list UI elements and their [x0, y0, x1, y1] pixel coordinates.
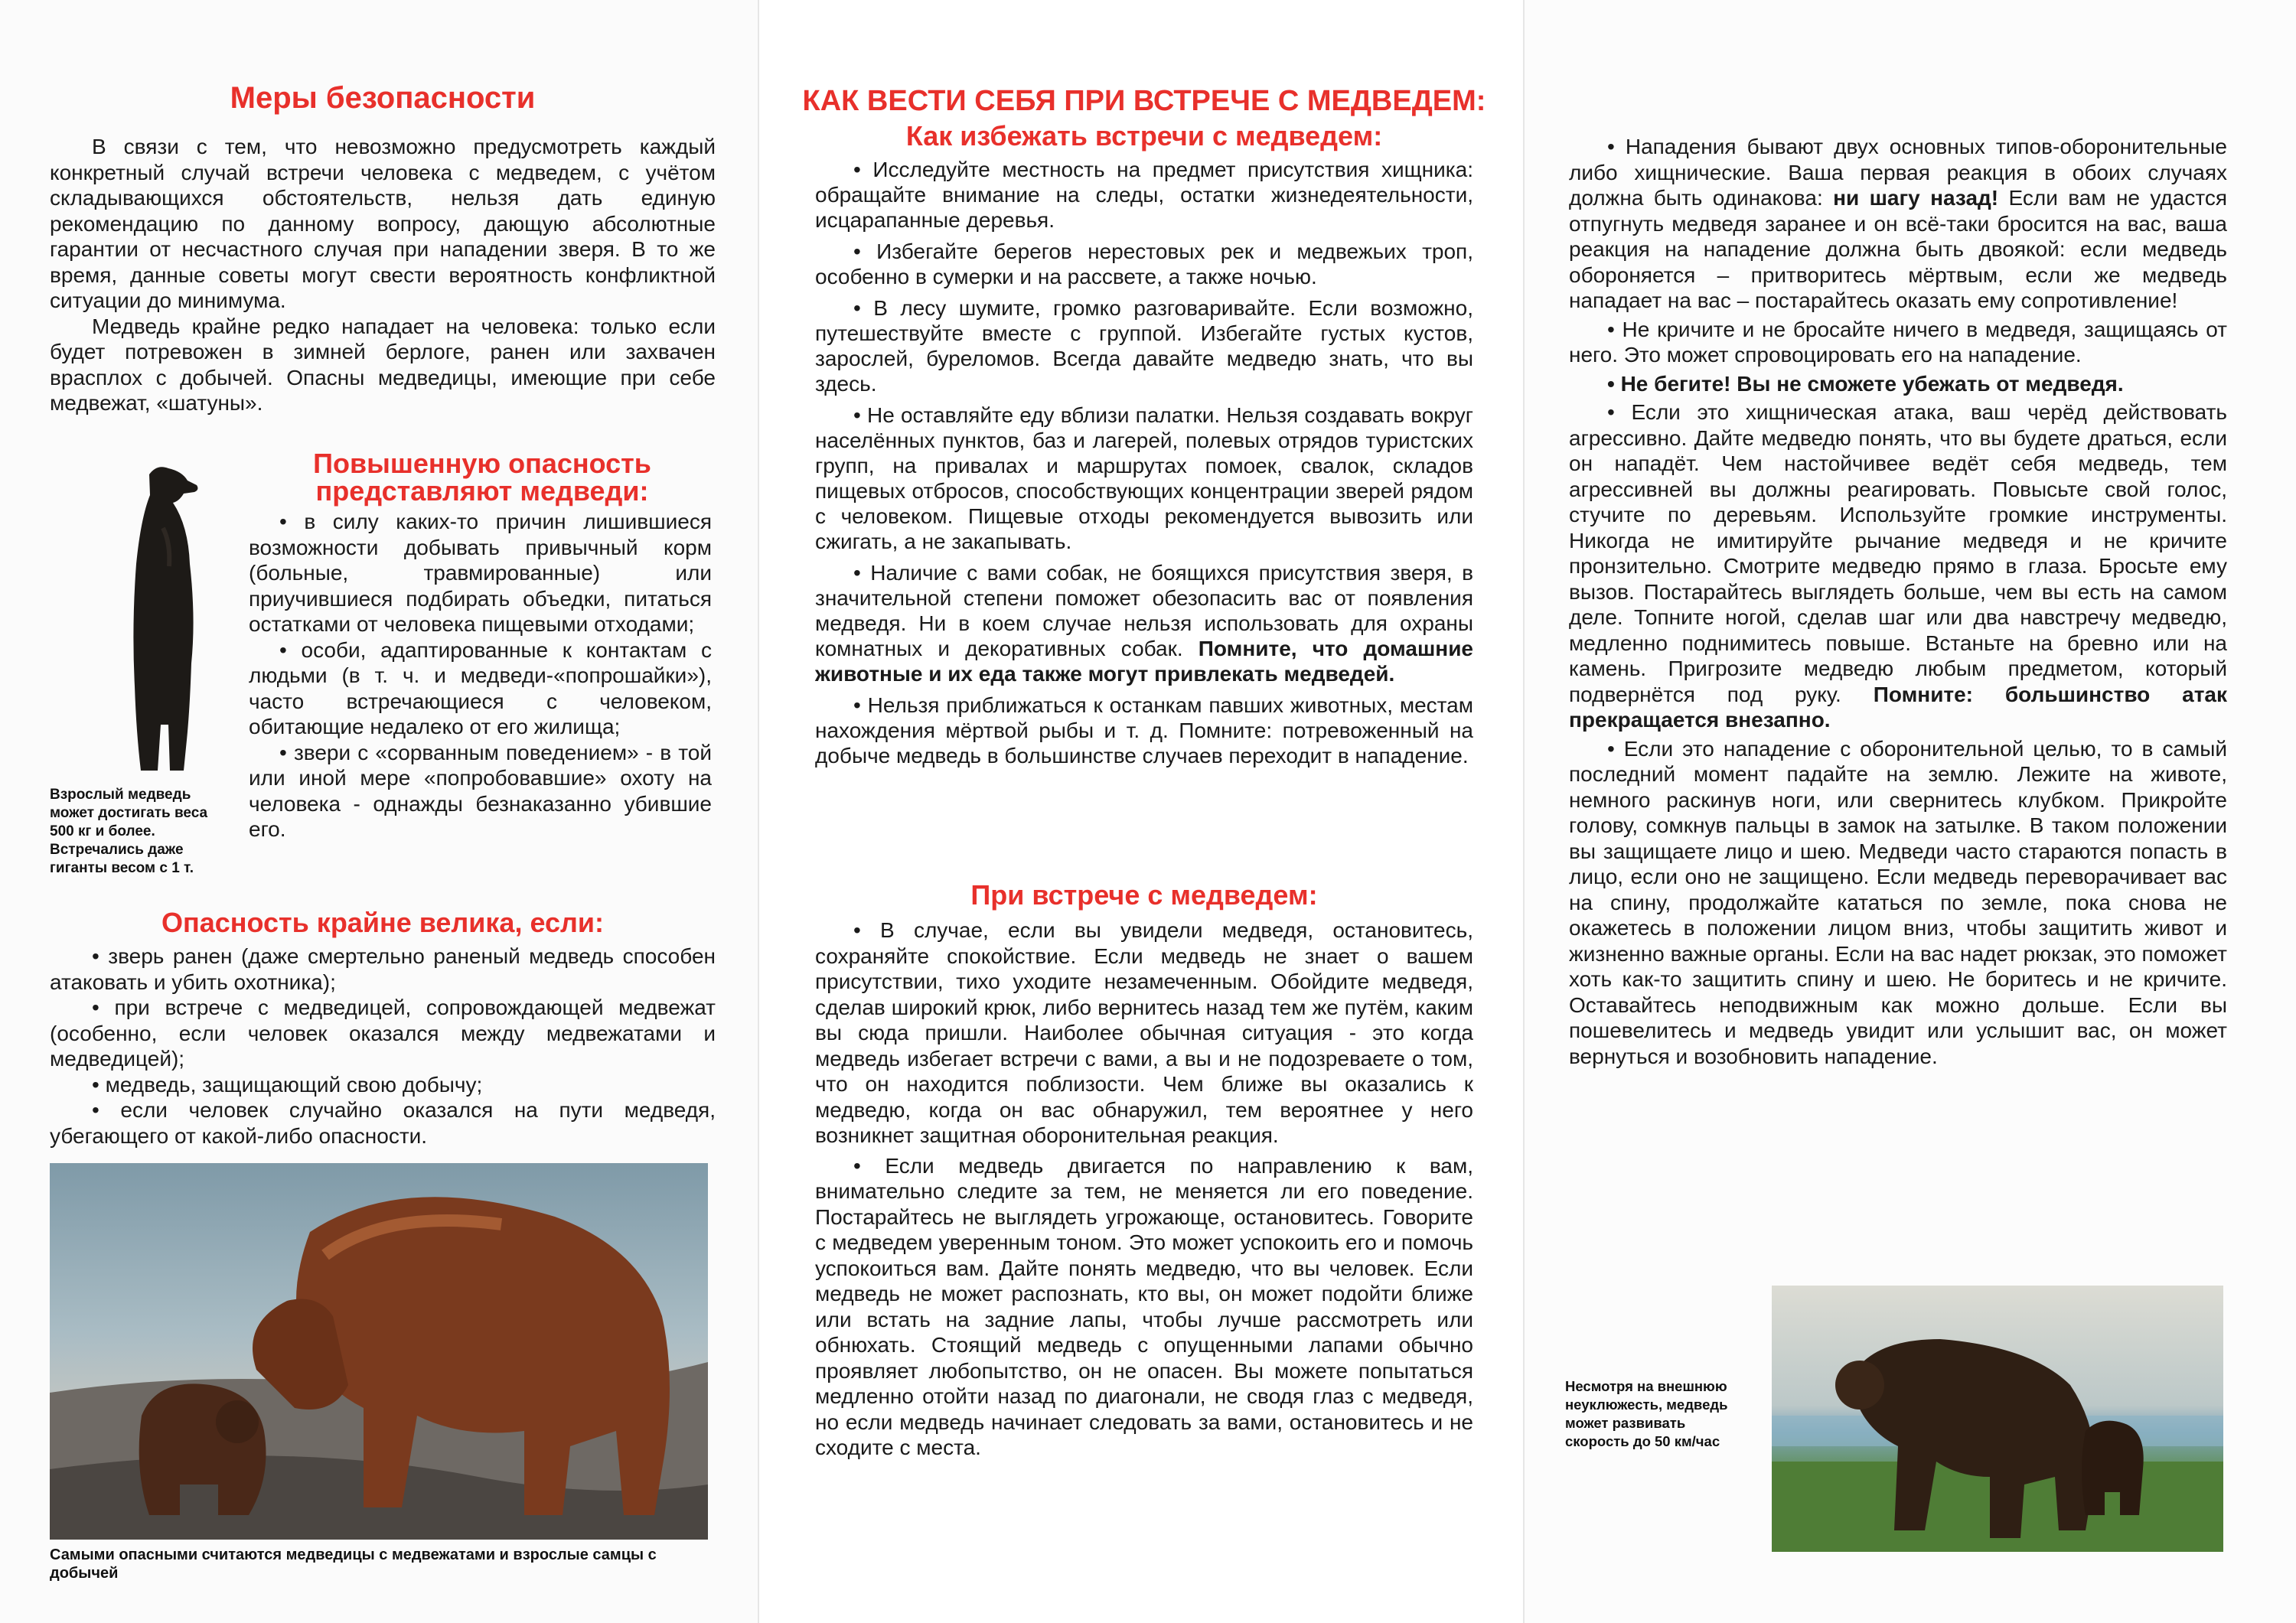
dogs-item: [815, 560, 1473, 686]
avoid-item: • Исследуйте местность на предмет присутствия хищника: обращайте внимание на следы, остатки жизнедеятельности, исцарапанные деревья.: [815, 158, 1473, 232]
walking-bear-photo: [1772, 1286, 2223, 1552]
meeting-item: • В случае, если вы увидели медведя, остановитесь, сохраняйте спокойствие. Если медведь не знает о вашем присутствии, тихо уходите незамеченным. Обойдите медведя, сделав широкий крюк, либо вернитесь назад тем же путём, каким вы сюда пришли. Наиболее обычная ситуация - это когда медведь избегает встречи с вами, а вы и не подозреваете о том, что он находится поблизости. Чем ближе вы оказались к медведю, когда он вас обнаружил, тем вероятнее у него возникнет защитная оборонительная реакция.: [815, 918, 1473, 1147]
danger-item: • в силу каких-то причин лишившиеся возможности добывать привычный корм (больные, травмированные) или приучившиеся подбирать объедки, питаться остатками от человека пищевыми отходами;: [249, 510, 712, 636]
attack-text: • Нападения бывают двух основных типов-оборонительные либо хищнические. Ваша первая реакция в обоих случаях должна быть одинакова:: [1569, 135, 2227, 210]
bear-with-cub-caption: Самыми опасными считаются медведицы с медвежатами и взрослые самцы с добычей: [50, 1546, 657, 1582]
predatory-text: • Если это хищническая атака, ваш черёд действовать агрессивно. Дайте медведю понять, что вы будете драться, если он нападёт. Чем настойчивее ведёт себя медведь, тем агрессивней вы должны реагировать. Повысьте свой голос, стучите по деревьям. Используйте громкие инструменты. Никогда не имитируйте рычание медведя и не кричите пронзительно. Смотрите медведю прямо в глаза. Бросьте ему вызов. Постарайтесь выглядеть больше, чем вы есть на самом деле. Топните ногой, сделав шаг или два навстречу медведю, медленно поднимитесь повыше. Встаньте на бревно или на камень. Пригрозите медведю любым предметом, который подвернётся под руку.: [1569, 400, 2227, 706]
walking-bear-caption: Несмотря на внешнюю неуклюжесть, медведь может развивать скорость до 50 км/час: [1565, 1378, 1728, 1449]
how-to-behave-title: КАК ВЕСТИ СЕБЯ ПРИ ВСТРЕЧЕ С МЕДВЕДЕМ:: [802, 85, 1486, 117]
attack-text-2: Если вам не удастся отпугнуть медведя заранее и он всё-таки бросится на вас, ваша реакция на нападение должна быть двоякой: если медведь обороняется – притворитесь мёртвым, если же медведь нападает на вас – постарайтесь оказать ему сопротивление!: [1569, 186, 2228, 312]
intro-text: [50, 134, 716, 416]
meeting-item: • Если медведь двигается по направлению к вам, внимательно следите за тем, не меняется ли его поведение. Постарайтесь не выглядеть угрожающе, остановитесь. Говорите с медведем уверенным тоном. Это может успокоить его и помочь успокоиться вам. Дайте понять медведю, что вы человек. Если медведь не может распознать, кто вы, он может подойти ближе или встать на задние лапы, чтобы лучше рассмотреть или обнюхать. Стоящий медведь с опущенными лапами обычно проявляет любопытство, он не опасен. Вы можете попытаться медленно отойти назад по диагонали, не сводя глаз с медведя, но если медведь начинает следовать за вами, остановитесь и не сходите с места.: [815, 1153, 1473, 1459]
no-scream-item: • Не кричите и не бросайте ничего в медведя, защищаясь от него. Это может спровоцировать его на нападение.: [1569, 317, 2227, 367]
danger-item: • особи, адаптированные к контактам с людьми (в т. ч. и медведи-«попрошайки»), часто встречающиеся с человеком, обитающие недалеко от его жилища;: [249, 637, 712, 738]
danger-item: • звери с «сорванным поведением» - в той или иной мере «попробовавшие» охоту на человека - однажды безнаказанно убившие его.: [249, 740, 712, 841]
predatory-item: [1569, 399, 2227, 733]
carcass-item: • Нельзя приближаться к останкам павших животных, местам нахождения мёртвой рыбы и т. д. Помните: потревоженный на добыче медведь в большинстве случаев переходит в нападение.: [815, 693, 1473, 768]
great-danger-item: • медведь, защищающий свою добычу;: [92, 1072, 483, 1097]
defensive-item: • Если это нападение с оборонительной целью, то в самый последний момент падайте на землю. Лежите на животе, немного раскинув ноги, или свернитесь клубком. Прикройте голову, сомкнув пальцы в замок на затылке. В таком положении вы защищаете лицо и шею. Медведи часто стараются попасть в лицо, если оно не защищено. Если медведь переворачивает вас на спину, продолжайте кататься по земле, пока снова не окажетесь в положении лицом вниз, чтобы защитить живот и жизненно важные органы. Если на вас надет рюкзак, это поможет хоть как-то защитить спину и шею. Не боритесь и не кричите. Оставайтесь неподвижным как можно дольше. Если вы пошевелитесь и медведь увидит или услышит вас, он может вернуться и возобновить нападение.: [1569, 736, 2227, 1068]
great-danger-item: • зверь ранен (даже смертельно раненый медведь способен атаковать и убить охотника);: [50, 944, 716, 994]
avoid-list: [815, 157, 1473, 768]
attack-text-block: [1569, 134, 2227, 1069]
meeting-heading: При встрече с медведем:: [970, 879, 1318, 911]
avoid-heading: Как избежать встречи с медведем:: [905, 120, 1383, 152]
intro-paragraph-1: В связи с тем, что невозможно предусмотреть каждый конкретный случай встречи человека с медведем, с учётом складывающихся обстоятельств, нельзя дать единую рекомендацию по данному вопросу, дающую абсолютные гарантии от несчастного случая при нападении зверя. В то же время, данные советы могут свести вероятность конфликтной ситуации до минимума.: [50, 135, 716, 312]
predatory-bold: Помните: большинство атак прекращается внезапно.: [1569, 682, 2227, 732]
danger-list: [249, 509, 712, 842]
standing-bear-caption: Взрослый медведь может достигать веса 500 кг и более. Встречались даже гиганты весом с 1 т.: [50, 787, 208, 876]
safety-measures-title: Меры безопасности: [230, 81, 536, 115]
bear-with-cub-photo: [50, 1163, 708, 1540]
dogs-text: • Наличие с вами собак, не боящихся присутствия зверя, в значительной степени поможет обезопасить вас от появления медведя. Ни в коем случае нельзя использовать для охраны комнатных и декоративных собак.: [815, 561, 1473, 660]
great-danger-item: • при встрече с медведицей, сопровождающей медвежат (особенно, если человек оказался между медвежатами и медведицей);: [50, 996, 716, 1071]
fold-line-1: [758, 0, 759, 1623]
meeting-list: [815, 917, 1473, 1461]
attack-bold: ни шагу назад!: [1833, 186, 1999, 210]
increased-danger-heading: Повышенную опасность представляют медведи:: [313, 448, 651, 507]
avoid-item: • Избегайте берегов нерестовых рек и медвежьих троп, особенно в сумерки и на рассвете, а также ночью.: [815, 240, 1473, 288]
avoid-item: • Не оставляйте еду вблизи палатки. Нельзя создавать вокруг населённых пунктов, баз и лагерей, полевых отрядов туристских групп, на привалах и маршрутах помоек, свалок, складов пищевых отбросов, способствующих концентрации зверей рядом с человеком. Пищевые отходы рекомендуется вывозить или сжигать, а не закапывать.: [815, 403, 1473, 553]
attack-types-item: [1569, 134, 2227, 314]
no-run-item: [1569, 371, 2227, 397]
great-danger-heading: Опасность крайне велика, если:: [161, 907, 605, 938]
dogs-bold: Помните, что домашние животные и их еда также могут привлекать медведей.: [815, 637, 1473, 686]
great-danger-item: • если человек случайно оказался на пути медведя, убегающего от какой-либо опасности.: [50, 1098, 716, 1148]
no-run-bold: • Не бегите! Вы не сможете убежать от медведя.: [1607, 371, 2124, 396]
avoid-item: • В лесу шумите, громко разговаривайте. Если возможно, путешествуйте вместе с группой. Избегайте густых кустов, зарослей, буреломов. Всегда давайте медведю знать, что вы здесь.: [815, 296, 1473, 396]
fold-line-2: [1523, 0, 1525, 1623]
standing-bear-photo: [73, 451, 237, 788]
intro-paragraph-2: Медведь крайне редко нападает на человека: только если будет потревожен в зимней берлоге, ранен или захвачен врасплох с добычей. Опасны медведицы, имеющие при себе медвежат, «шатуны».: [50, 314, 716, 415]
great-danger-list: [50, 943, 716, 1149]
